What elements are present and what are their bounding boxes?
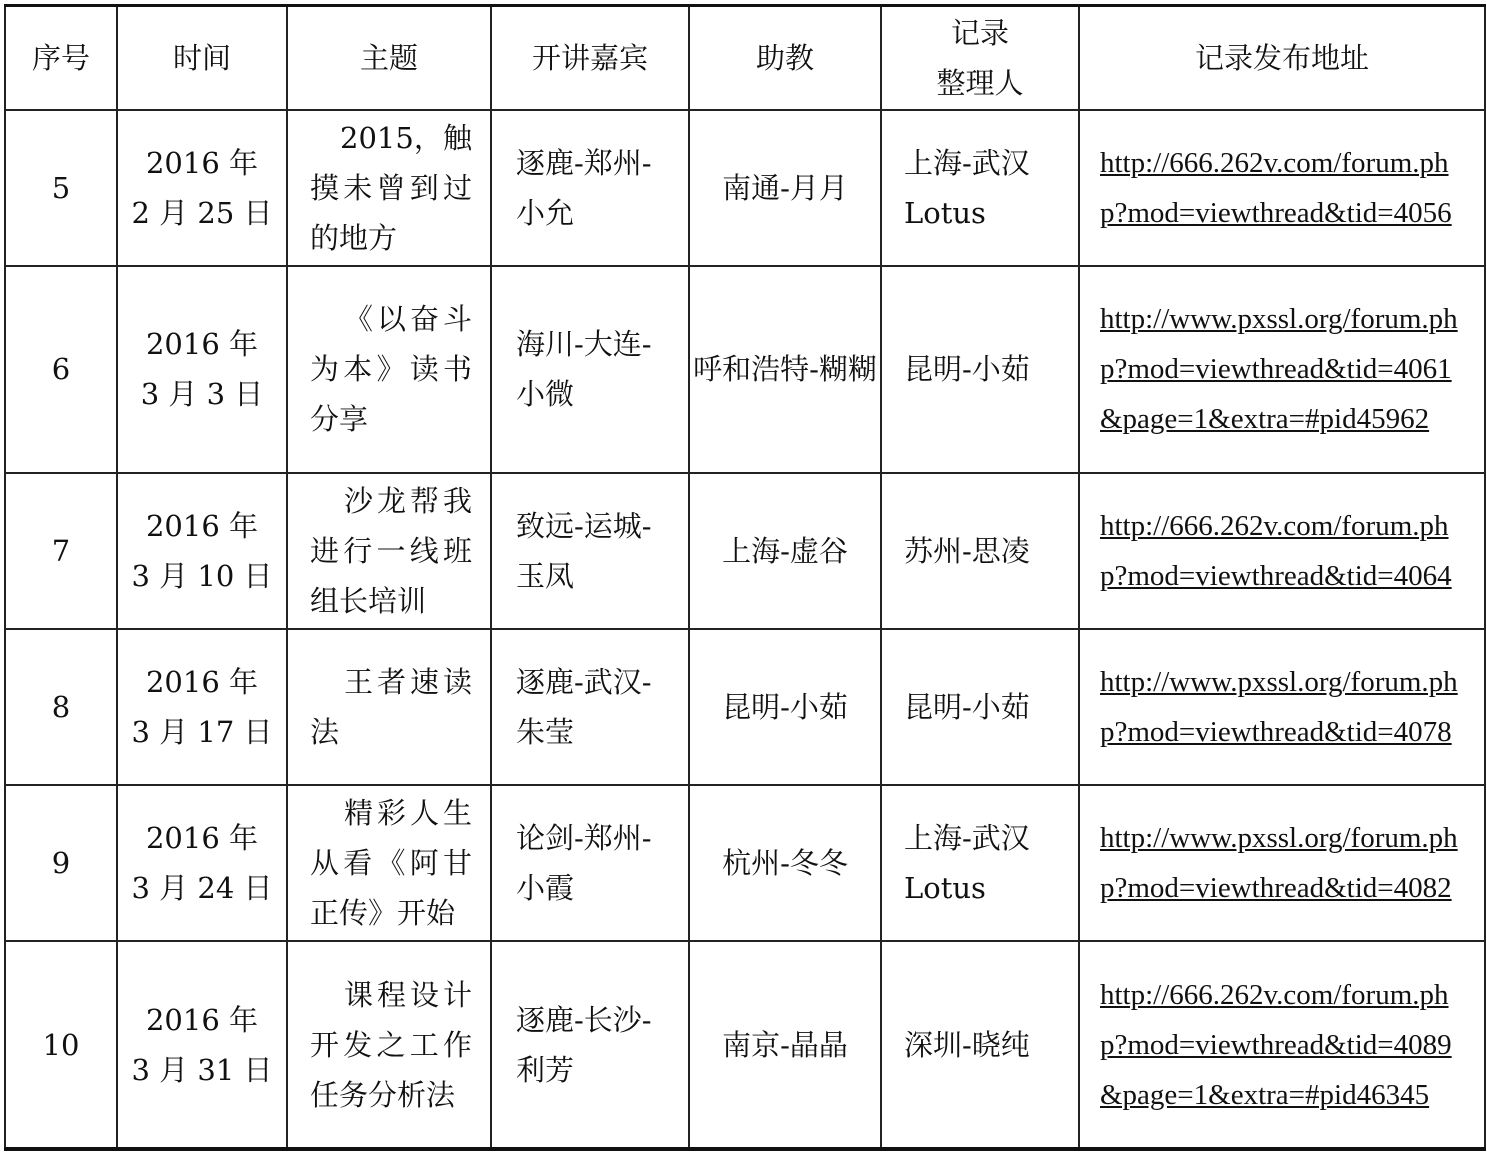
- cell-topic-text: 课程设计开发之工作任务分析法: [310, 977, 472, 1112]
- cell-topic-text: 精彩人生从看《阿甘正传》开始: [310, 796, 472, 931]
- cell-date-day: 3 月 3 日: [140, 377, 264, 412]
- header-assistant: 助教: [689, 6, 881, 111]
- cell-assistant: 杭州-冬冬: [689, 785, 881, 941]
- cell-date-day: 3 月 24 日: [131, 871, 273, 906]
- record-link[interactable]: http://www.pxssl.org/forum.php?mod=viewthread&tid=4082: [1100, 822, 1458, 905]
- header-recorder-line1: 记录: [950, 16, 1009, 50]
- header-row: [5, 6, 1485, 111]
- header-time: 时间: [117, 6, 287, 111]
- cell-url[interactable]: [1079, 473, 1485, 629]
- cell-date-day: 2 月 25 日: [131, 196, 273, 231]
- cell-topic: [287, 110, 491, 266]
- cell-seq: 8: [5, 629, 117, 785]
- cell-seq: 9: [5, 785, 117, 941]
- cell-assistant: 南京-晶晶: [689, 941, 881, 1149]
- cell-date-year: 2016 年: [145, 665, 259, 700]
- cell-date-year: 2016 年: [145, 327, 259, 362]
- record-link[interactable]: http://www.pxssl.org/forum.php?mod=viewthread&tid=4078: [1100, 666, 1458, 749]
- header-guest: 开讲嘉宾: [491, 6, 689, 111]
- cell-date-year: 2016 年: [145, 1002, 259, 1037]
- cell-recorder: 昆明-小茹: [881, 266, 1079, 473]
- cell-date: [117, 941, 287, 1149]
- record-link[interactable]: http://666.262v.com/forum.php?mod=viewthread&tid=4064: [1100, 509, 1452, 592]
- cell-seq: 6: [5, 266, 117, 473]
- header-recorder: [881, 6, 1079, 111]
- cell-date-day: 3 月 31 日: [131, 1052, 273, 1087]
- record-link[interactable]: http://666.262v.com/forum.php?mod=viewthread&tid=4089&page=1&extra=#pid46345: [1100, 978, 1452, 1111]
- cell-topic: [287, 785, 491, 941]
- cell-recorder: 上海-武汉 Lotus: [881, 785, 1079, 941]
- record-link[interactable]: http://www.pxssl.org/forum.php?mod=viewthread&tid=4061&page=1&extra=#pid45962: [1100, 303, 1458, 436]
- table-row: [5, 473, 1485, 629]
- cell-seq: 5: [5, 110, 117, 266]
- table-row: [5, 110, 1485, 266]
- cell-date: [117, 473, 287, 629]
- cell-guest: 逐鹿-郑州-小允: [491, 110, 689, 266]
- cell-assistant: 南通-月月: [689, 110, 881, 266]
- cell-topic-text: 《以奋斗为本》读书分享: [310, 302, 472, 437]
- cell-guest: 逐鹿-武汉-朱莹: [491, 629, 689, 785]
- cell-date-year: 2016 年: [145, 508, 259, 543]
- header-seq: 序号: [5, 6, 117, 111]
- cell-guest: 逐鹿-长沙-利芳: [491, 941, 689, 1149]
- cell-url[interactable]: [1079, 785, 1485, 941]
- cell-recorder: 苏州-思凌: [881, 473, 1079, 629]
- cell-guest: 致远-运城-玉凤: [491, 473, 689, 629]
- cell-recorder: 深圳-晓纯: [881, 941, 1079, 1149]
- cell-recorder: 上海-武汉 Lotus: [881, 110, 1079, 266]
- cell-topic: [287, 266, 491, 473]
- cell-date: [117, 785, 287, 941]
- cell-recorder: 昆明-小茹: [881, 629, 1079, 785]
- table-row: [5, 785, 1485, 941]
- cell-guest: 论剑-郑州-小霞: [491, 785, 689, 941]
- cell-topic-text: 沙龙帮我进行一线班组长培训: [310, 483, 472, 618]
- header-recorder-line2: 整理人: [936, 66, 1024, 100]
- cell-date-day: 3 月 17 日: [131, 715, 273, 750]
- cell-assistant: 上海-虚谷: [689, 473, 881, 629]
- cell-url[interactable]: [1079, 941, 1485, 1149]
- cell-url[interactable]: [1079, 266, 1485, 473]
- cell-seq: 10: [5, 941, 117, 1149]
- cell-date: [117, 110, 287, 266]
- cell-date: [117, 266, 287, 473]
- cell-guest: 海川-大连-小微: [491, 266, 689, 473]
- cell-date-year: 2016 年: [145, 821, 259, 856]
- table-row: [5, 629, 1485, 785]
- cell-topic: [287, 941, 491, 1149]
- cell-assistant: 昆明-小茹: [689, 629, 881, 785]
- records-table: [4, 4, 1486, 1151]
- cell-seq: 7: [5, 473, 117, 629]
- header-url: 记录发布地址: [1079, 6, 1485, 111]
- cell-date-year: 2016 年: [145, 146, 259, 181]
- cell-url[interactable]: [1079, 629, 1485, 785]
- table-row: [5, 266, 1485, 473]
- cell-topic: [287, 473, 491, 629]
- cell-date: [117, 629, 287, 785]
- cell-topic: [287, 629, 491, 785]
- cell-date-day: 3 月 10 日: [131, 558, 273, 593]
- cell-url[interactable]: [1079, 110, 1485, 266]
- cell-topic-text: 2015，触摸未曾到过的地方: [310, 121, 472, 256]
- header-topic: 主题: [287, 6, 491, 111]
- cell-assistant: 呼和浩特-糊糊: [689, 266, 881, 473]
- cell-topic-text: 王者速读法: [310, 665, 472, 750]
- table-row: [5, 941, 1485, 1149]
- record-link[interactable]: http://666.262v.com/forum.php?mod=viewthread&tid=4056: [1100, 147, 1452, 230]
